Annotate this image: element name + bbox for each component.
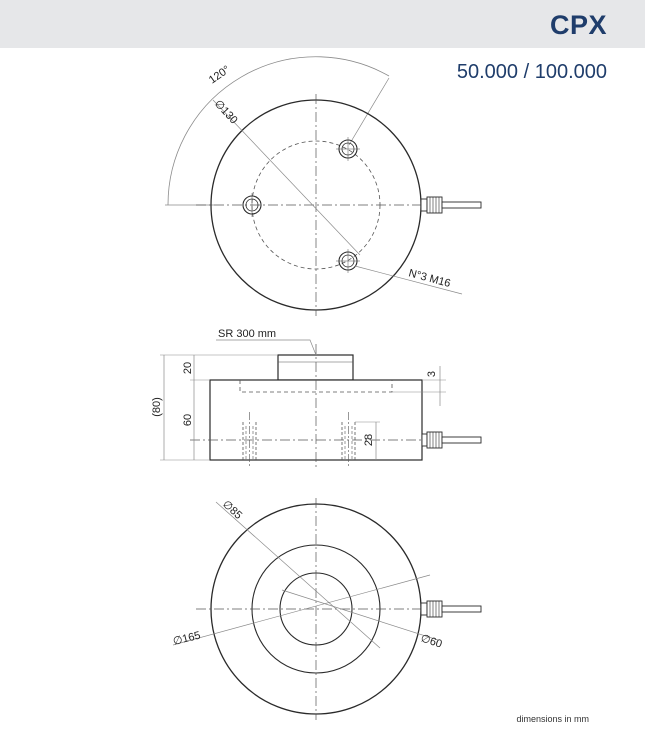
diameter-label: ∅130: [211, 97, 240, 127]
bottom-view: [172, 498, 481, 720]
holes-label: N°3 M16: [407, 267, 452, 291]
model-title: CPX: [549, 10, 607, 40]
cable-connector: [421, 601, 481, 617]
load-button: [278, 355, 353, 380]
diameter-leader: [216, 502, 380, 648]
diameter-leader: [282, 590, 438, 640]
height-top-label: 20: [182, 361, 194, 375]
cable-connector: [422, 432, 481, 448]
inner-diameter-label: ∅60: [419, 632, 444, 651]
side-view: [151, 328, 481, 468]
top-view: [165, 57, 481, 316]
angle-extension-line: [349, 78, 389, 145]
units-note: dimensions in mm: [516, 714, 589, 724]
capacity-range: 50.000 / 100.000: [456, 61, 607, 83]
height-total-label: (80): [151, 397, 163, 417]
angle-arc: [168, 57, 389, 205]
mounting-hole: [336, 137, 360, 161]
cable-connector: [421, 197, 481, 213]
mounting-hole: [243, 193, 261, 217]
height-body-label: 60: [182, 413, 194, 427]
outer-diameter-label: ∅165: [171, 629, 202, 648]
mounting-hole: [336, 249, 360, 273]
angle-label: 120°: [206, 63, 233, 87]
radius-leader: [216, 340, 316, 355]
thread-depth-label: 28: [363, 433, 375, 447]
recess-depth-label: 3: [426, 370, 438, 378]
middle-diameter-label: ∅85: [219, 498, 245, 522]
diameter-leader: [211, 97, 360, 255]
radius-label: SR 300 mm: [218, 328, 277, 340]
